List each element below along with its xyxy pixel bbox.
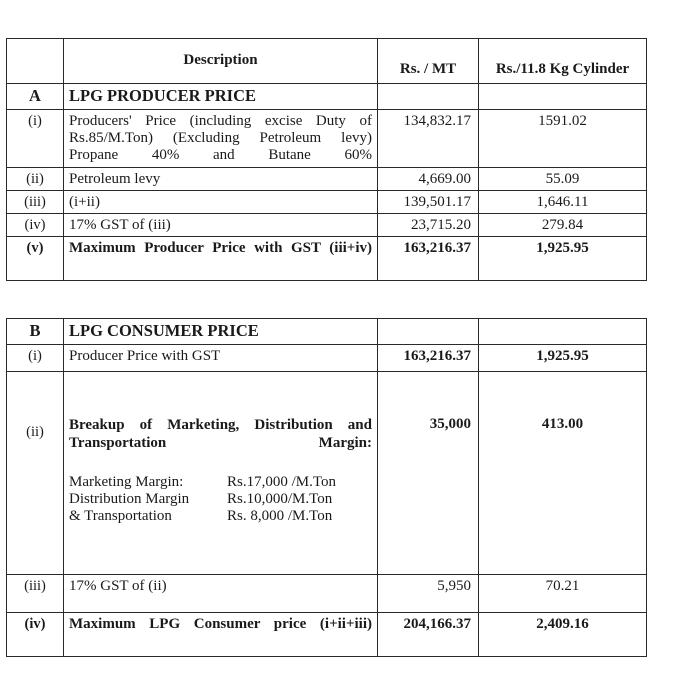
table-row bbox=[7, 168, 647, 191]
row-number: (iii) bbox=[7, 575, 64, 613]
section-b-row bbox=[7, 319, 647, 345]
row-description: Maximum Producer Price with GST (iii+iv) bbox=[64, 237, 378, 281]
row-rs-mt: 163,216.37 bbox=[378, 237, 479, 281]
table-row bbox=[7, 345, 647, 372]
consumer-price-table bbox=[6, 318, 647, 657]
table-row bbox=[7, 110, 647, 168]
row-rs-cylinder: 55.09 bbox=[479, 168, 647, 191]
row-number: (i) bbox=[7, 345, 64, 372]
header-rs-mt: Rs. / MT bbox=[378, 39, 479, 84]
section-b-letter: B bbox=[7, 319, 64, 345]
row-rs-cylinder: 1,925.95 bbox=[479, 237, 647, 281]
row-description: 17% GST of (iii) bbox=[64, 214, 378, 237]
row-rs-mt: 35,000 bbox=[378, 372, 479, 575]
row-description: Breakup of Marketing, Distribution and Transportation Margin: bbox=[69, 417, 372, 451]
section-a-letter: A bbox=[7, 84, 64, 110]
table-row bbox=[7, 214, 647, 237]
row-number: (i) bbox=[7, 110, 64, 168]
table-row bbox=[7, 613, 647, 657]
header-blank bbox=[7, 39, 64, 84]
row-number: (iv) bbox=[7, 613, 64, 657]
margin-line bbox=[69, 474, 372, 491]
margin-value: Rs.10,000/M.Ton bbox=[227, 491, 333, 507]
row-number: (ii) bbox=[7, 372, 64, 575]
margin-line bbox=[69, 491, 372, 508]
row-number: (iv) bbox=[7, 214, 64, 237]
row-rs-mt: 4,669.00 bbox=[378, 168, 479, 191]
margin-label: & Transportation bbox=[69, 508, 172, 524]
row-rs-mt: 23,715.20 bbox=[378, 214, 479, 237]
producer-price-table bbox=[6, 38, 647, 281]
section-a-row bbox=[7, 84, 647, 110]
table-row bbox=[7, 575, 647, 613]
margin-label: Marketing Margin: bbox=[69, 474, 184, 490]
header-description: Description bbox=[64, 39, 378, 84]
row-rs-mt: 134,832.17 bbox=[378, 110, 479, 168]
row-description: Producer Price with GST bbox=[64, 345, 378, 372]
row-rs-cylinder: 1591.02 bbox=[479, 110, 647, 168]
row-description: Maximum LPG Consumer price (i+ii+iii) bbox=[64, 613, 378, 657]
row-rs-cylinder: 279.84 bbox=[479, 214, 647, 237]
header-row bbox=[7, 39, 647, 84]
table-row bbox=[7, 372, 647, 575]
row-rs-mt: 5,950 bbox=[378, 575, 479, 613]
row-rs-mt: 163,216.37 bbox=[378, 345, 479, 372]
row-number: (ii) bbox=[7, 168, 64, 191]
section-b-title: LPG CONSUMER PRICE bbox=[64, 319, 378, 345]
header-rs-cylinder: Rs./11.8 Kg Cylinder bbox=[479, 39, 647, 84]
row-rs-cylinder: 413.00 bbox=[479, 372, 647, 575]
row-rs-mt: 204,166.37 bbox=[378, 613, 479, 657]
row-description: (i+ii) bbox=[64, 191, 378, 214]
row-description: Petroleum levy bbox=[64, 168, 378, 191]
row-rs-cylinder: 70.21 bbox=[479, 575, 647, 613]
row-description: Producers' Price (including excise Duty of Rs.85/M.Ton) (Excluding Petroleum levy) Propane 40% and Butane 60% bbox=[64, 110, 378, 168]
row-rs-cylinder: 1,646.11 bbox=[479, 191, 647, 214]
row-description-cell bbox=[64, 372, 378, 575]
row-number: (iii) bbox=[7, 191, 64, 214]
table-row bbox=[7, 191, 647, 214]
row-rs-cylinder: 2,409.16 bbox=[479, 613, 647, 657]
row-description: 17% GST of (ii) bbox=[64, 575, 378, 613]
row-rs-cylinder: 1,925.95 bbox=[479, 345, 647, 372]
section-a-title: LPG PRODUCER PRICE bbox=[64, 84, 378, 110]
row-rs-mt: 139,501.17 bbox=[378, 191, 479, 214]
margin-value: Rs. 8,000 /M.Ton bbox=[227, 508, 333, 524]
margin-label: Distribution Margin bbox=[69, 491, 190, 507]
row-number: (v) bbox=[7, 237, 64, 281]
margin-line bbox=[69, 508, 372, 525]
table-row bbox=[7, 237, 647, 281]
margin-value: Rs.17,000 /M.Ton bbox=[227, 474, 336, 490]
